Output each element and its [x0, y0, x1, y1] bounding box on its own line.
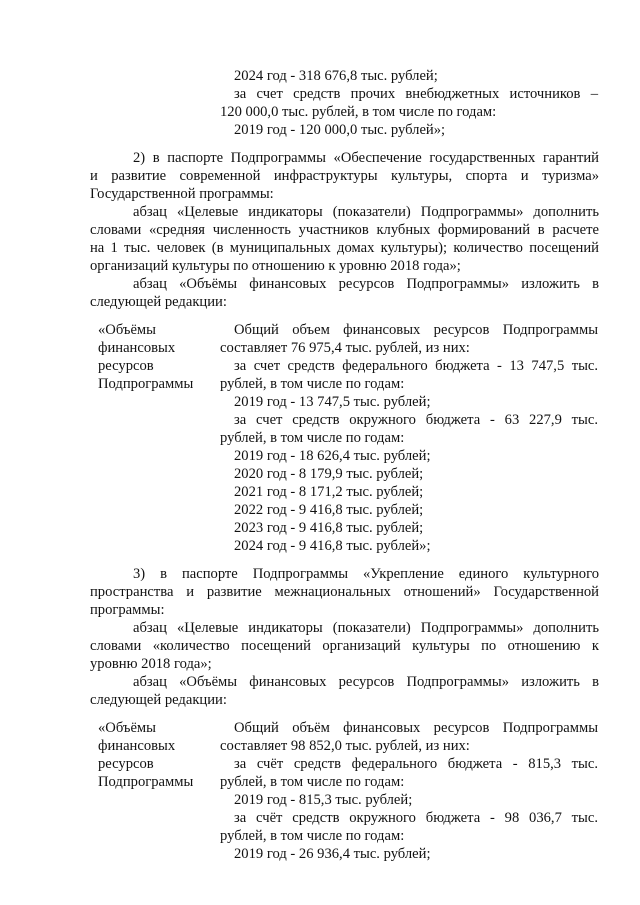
- section3-para1-line-3: уровню 2018 года»;: [90, 656, 212, 672]
- section3-table-right-8: 2019 год - 26 936,4 тыс. рублей;: [234, 846, 431, 862]
- section3-table-right-6: за счёт средств окружного бюджета - 98 036,7 тыс.: [234, 810, 598, 826]
- section2-para1-line-3: на 1 тыс. человек (в муниципальных домах культуры); количество посещений: [90, 240, 599, 256]
- section3-para2-line-1: абзац «Объёмы финансовых ресурсов Подпрограммы» изложить в: [133, 674, 599, 690]
- section3-para1-line-2: словами «количество посещений организаций культуры по отношению к: [90, 638, 599, 654]
- section2-table-right-11: 2022 год - 9 416,8 тыс. рублей;: [234, 502, 424, 518]
- section2-table-right-1: Общий объем финансовых ресурсов Подпрограммы: [234, 322, 598, 338]
- section2-para1-line-2: словами «средняя численность участников клубных формирований в расчете: [90, 222, 599, 238]
- section2-table-right-9: 2020 год - 8 179,9 тыс. рублей;: [234, 466, 424, 482]
- section3-table-left-4: Подпрограммы: [98, 774, 194, 790]
- section3-table-right-5: 2019 год - 815,3 тыс. рублей;: [234, 792, 413, 808]
- section3-table-left-1: «Объёмы: [98, 720, 156, 736]
- section3-heading-line-3: программы:: [90, 602, 165, 618]
- section2-heading-line-3: Государственной программы:: [90, 186, 274, 202]
- section2-para1-line-1: абзац «Целевые индикаторы (показатели) Подпрограммы» дополнить: [133, 204, 599, 220]
- section3-table-right-1: Общий объём финансовых ресурсов Подпрограммы: [234, 720, 598, 736]
- section2-heading-line-1: 2) в паспорте Подпрограммы «Обеспечение государственных гарантий: [133, 150, 599, 166]
- section2-table-left-3: ресурсов: [98, 358, 154, 374]
- section2-table-right-4: рублей, в том числе по годам:: [220, 376, 405, 392]
- section2-heading-line-2: и развитие современной инфраструктуры культуры, спорта и туризма»: [90, 168, 599, 184]
- section2-table-right-7: рублей, в том числе по годам:: [220, 430, 405, 446]
- section3-heading-line-1: 3) в паспорте Подпрограммы «Укрепление единого культурного: [133, 566, 599, 582]
- top-line-1: 2024 год - 318 676,8 тыс. рублей;: [234, 68, 438, 84]
- section2-para2-line-2: следующей редакции:: [90, 294, 227, 310]
- section2-table-right-10: 2021 год - 8 171,2 тыс. рублей;: [234, 484, 424, 500]
- section3-para2-line-2: следующей редакции:: [90, 692, 227, 708]
- section2-table-left-1: «Объёмы: [98, 322, 156, 338]
- section2-para2-line-1: абзац «Объёмы финансовых ресурсов Подпрограммы» изложить в: [133, 276, 599, 292]
- section2-table-left-4: Подпрограммы: [98, 376, 194, 392]
- section2-para1-line-4: организаций культуры по отношению к уровню 2018 года»;: [90, 258, 461, 274]
- section2-table-right-2: составляет 76 975,4 тыс. рублей, из них:: [220, 340, 470, 356]
- section3-heading-line-2: пространства и развитие межнациональных отношений» Государственной: [90, 584, 599, 600]
- section3-table-right-3: за счёт средств федерального бюджета - 815,3 тыс.: [234, 756, 598, 772]
- top-line-3: 120 000,0 тыс. рублей, в том числе по годам:: [220, 104, 497, 120]
- section3-table-right-2: составляет 98 852,0 тыс. рублей, из них:: [220, 738, 470, 754]
- section2-table-right-5: 2019 год - 13 747,5 тыс. рублей;: [234, 394, 431, 410]
- section3-table-left-3: ресурсов: [98, 756, 154, 772]
- section2-table-left-2: финансовых: [98, 340, 176, 356]
- section2-table-right-6: за счет средств окружного бюджета - 63 227,9 тыс.: [234, 412, 598, 428]
- section3-para1-line-1: абзац «Целевые индикаторы (показатели) Подпрограммы» дополнить: [133, 620, 599, 636]
- section3-table-right-4: рублей, в том числе по годам:: [220, 774, 405, 790]
- section2-table-right-13: 2024 год - 9 416,8 тыс. рублей»;: [234, 538, 431, 554]
- section2-table-right-3: за счет средств федерального бюджета - 13 747,5 тыс.: [234, 358, 598, 374]
- section2-table-right-8: 2019 год - 18 626,4 тыс. рублей;: [234, 448, 431, 464]
- section3-table-left-2: финансовых: [98, 738, 176, 754]
- top-line-2: за счет средств прочих внебюджетных источников –: [234, 86, 598, 102]
- top-line-4: 2019 год - 120 000,0 тыс. рублей»;: [234, 122, 446, 138]
- section3-table-right-7: рублей, в том числе по годам:: [220, 828, 405, 844]
- section2-table-right-12: 2023 год - 9 416,8 тыс. рублей;: [234, 520, 424, 536]
